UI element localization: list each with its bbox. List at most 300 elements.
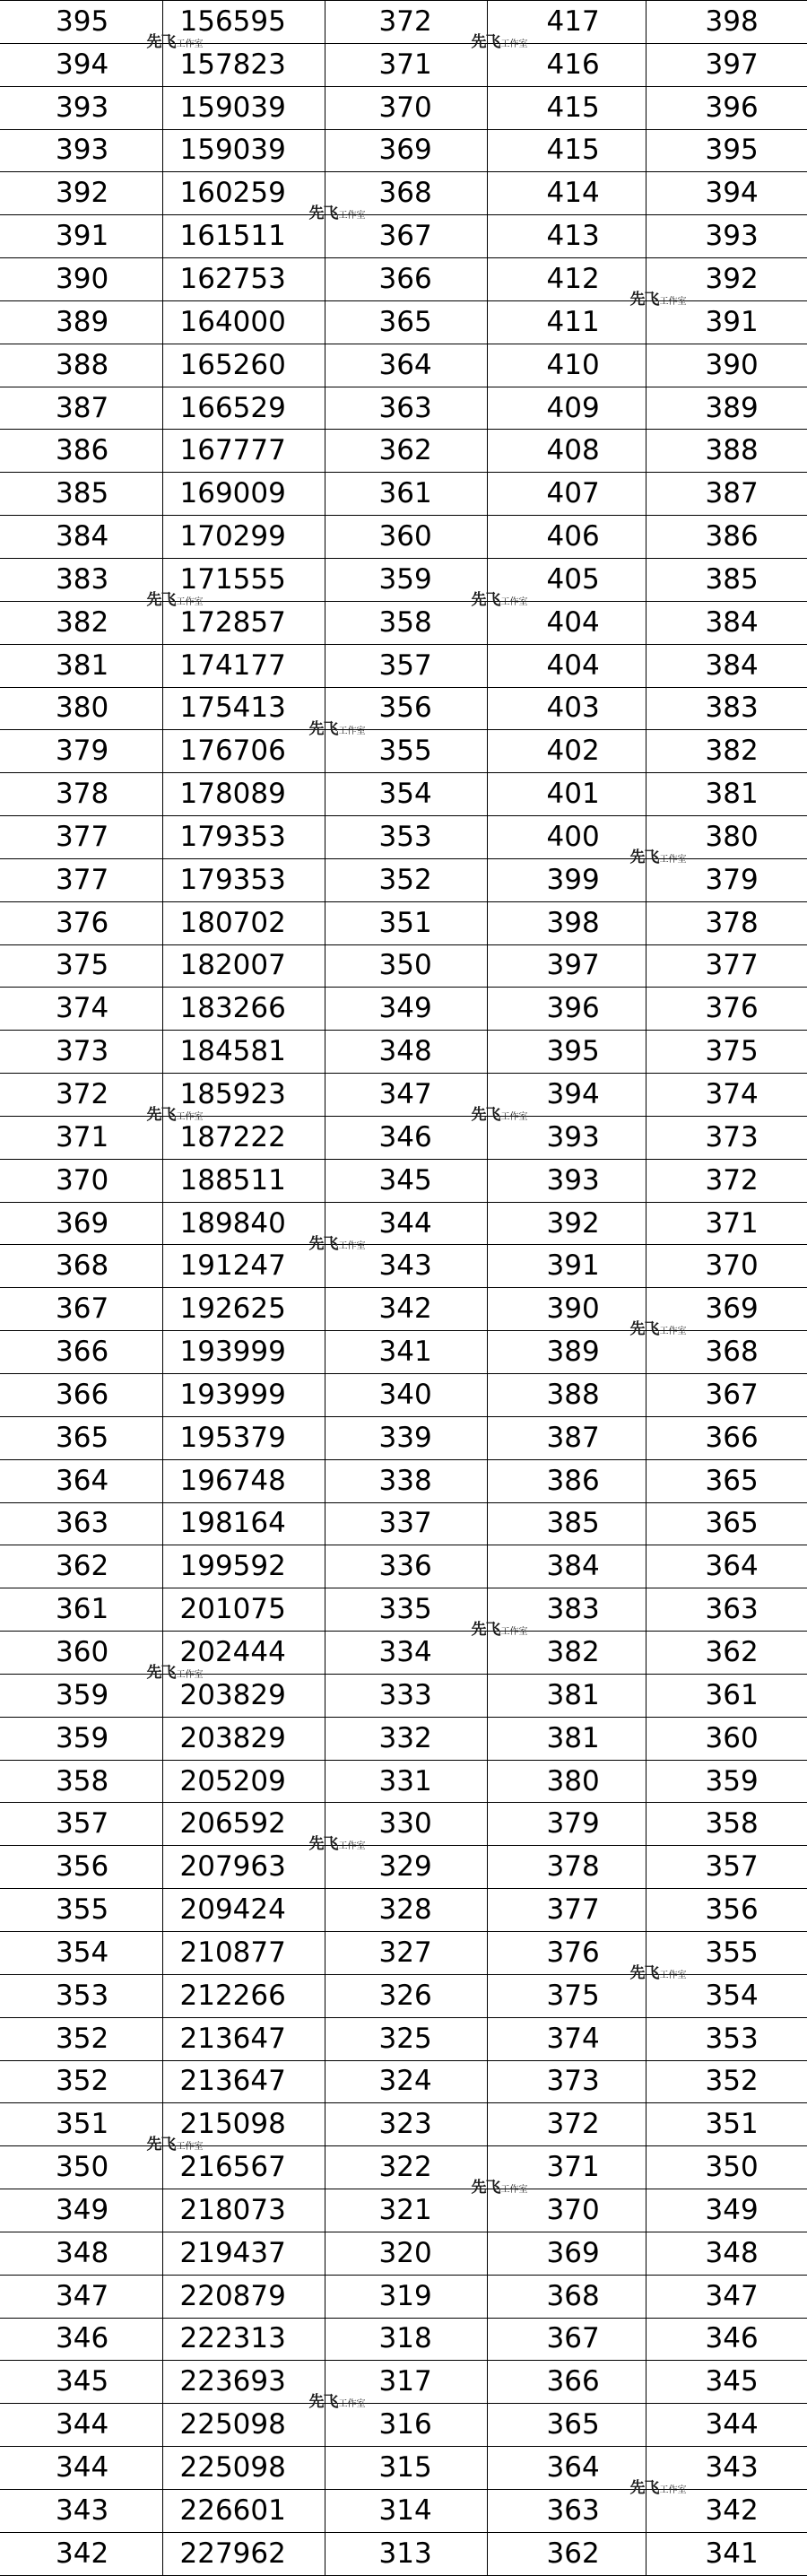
cell-value: 321 (378, 2193, 432, 2226)
cell-value: 213647 (179, 2022, 286, 2055)
cell-value: 341 (705, 2537, 759, 2570)
table-row (0, 1416, 807, 1459)
cell-rank-a (162, 215, 325, 258)
cell-rank-a (162, 2017, 325, 2060)
cell-score-b (325, 944, 487, 988)
cell-value: 390 (56, 262, 109, 295)
cell-score-a (0, 1588, 162, 1632)
cell-value: 185923 (179, 1078, 286, 1111)
cell-value: 374 (56, 992, 109, 1025)
cell-value: 360 (56, 1635, 109, 1668)
cell-value: 383 (546, 1593, 600, 1626)
cell-value: 385 (56, 477, 109, 510)
watermark-small-text: 工作室 (176, 1670, 204, 1681)
cell-value: 404 (546, 648, 600, 682)
cell-value: 159039 (179, 91, 286, 124)
cell-value: 363 (705, 1593, 759, 1626)
cell-score-c (487, 1374, 646, 1417)
cell-score-b (308, 2361, 487, 2412)
cell-value: 349 (378, 992, 432, 1025)
cell-value: 361 (378, 477, 432, 510)
watermark-small-text: 工作室 (338, 2399, 366, 2410)
cell-score-d (646, 2318, 807, 2361)
cell-value: 191247 (179, 1249, 286, 1283)
cell-value: 376 (705, 992, 759, 1025)
cell-value: 315 (378, 2451, 432, 2485)
cell-rank-a (162, 2189, 325, 2232)
cell-value: 222313 (179, 2322, 286, 2355)
cell-rank-a (146, 558, 325, 609)
cell-value: 378 (705, 906, 759, 939)
table-row (0, 1288, 807, 1331)
cell-value: 365 (56, 1421, 109, 1454)
cell-score-b (325, 86, 487, 129)
cell-value: 383 (705, 692, 759, 725)
cell-value: 353 (705, 2022, 759, 2055)
cell-score-a (0, 2447, 162, 2490)
cell-value: 388 (546, 1378, 600, 1411)
cell-value: 226601 (179, 2493, 286, 2527)
table-row (0, 1159, 807, 1202)
cell-score-c (487, 1931, 646, 1974)
cell-value: 202444 (179, 1635, 286, 1668)
watermark-small-text: 工作室 (659, 2485, 687, 2496)
cell-value: 225098 (179, 2408, 286, 2441)
cell-score-c (487, 1116, 646, 1159)
cell-score-b (325, 988, 487, 1031)
cell-value: 335 (378, 1593, 432, 1626)
cell-value: 355 (56, 1893, 109, 1927)
cell-score-c (487, 300, 646, 344)
cell-value: 179353 (179, 863, 286, 896)
cell-score-a (0, 1545, 162, 1588)
cell-score-d (646, 1846, 807, 1889)
cell-value: 368 (56, 1249, 109, 1283)
cell-score-d (629, 816, 807, 867)
cell-value: 399 (546, 863, 600, 896)
cell-score-c (487, 1974, 646, 2017)
table-row (0, 2189, 807, 2232)
cell-score-c (487, 2103, 646, 2146)
cell-value: 395 (56, 4, 109, 38)
cell-score-a (0, 1416, 162, 1459)
cell-score-b (325, 1331, 487, 1374)
cell-score-d (646, 2232, 807, 2275)
cell-value: 201075 (179, 1593, 286, 1626)
cell-score-d (646, 558, 807, 601)
cell-value: 348 (705, 2236, 759, 2269)
cell-value: 327 (378, 1936, 432, 1969)
cell-rank-a (162, 172, 325, 215)
cell-value: 389 (705, 391, 759, 424)
table-row (0, 558, 807, 601)
cell-value: 175413 (179, 692, 286, 725)
cell-rank-a (162, 43, 325, 86)
cell-value: 323 (378, 2108, 432, 2141)
cell-score-a (0, 2232, 162, 2275)
cell-score-a (0, 86, 162, 129)
watermark-big-text: 先飞 (471, 590, 500, 609)
cell-rank-a (162, 1674, 325, 1717)
cell-score-d (646, 2404, 807, 2447)
cell-score-b (325, 2275, 487, 2318)
table-row (0, 430, 807, 473)
cell-value: 172857 (179, 605, 286, 639)
watermark-small-text: 工作室 (338, 1240, 366, 1251)
cell-value: 349 (56, 2193, 109, 2226)
cell-score-b (325, 2189, 487, 2232)
table-row (0, 2103, 807, 2146)
cell-value: 352 (705, 2065, 759, 2098)
cell-score-c (487, 687, 646, 730)
cell-rank-a (162, 1931, 325, 1974)
cell-score-c (487, 1245, 646, 1288)
cell-score-b (325, 2404, 487, 2447)
watermark-small-text: 工作室 (659, 855, 687, 866)
cell-value: 189840 (179, 1206, 286, 1240)
table-row (0, 1632, 807, 1675)
table-row (0, 2447, 807, 2490)
cell-value: 203829 (179, 1678, 286, 1711)
cell-score-b (325, 215, 487, 258)
cell-rank-a (162, 1202, 325, 1245)
cell-value: 344 (378, 1206, 432, 1240)
cell-value: 195379 (179, 1421, 286, 1454)
cell-score-a (0, 2489, 162, 2532)
cell-value: 372 (378, 4, 432, 38)
cell-value: 380 (546, 1764, 600, 1797)
table-row (0, 1459, 807, 1502)
cell-value: 387 (546, 1421, 600, 1454)
cell-score-d (646, 516, 807, 559)
cell-value: 339 (378, 1421, 432, 1454)
cell-value: 161511 (179, 220, 286, 253)
cell-value: 331 (378, 1764, 432, 1797)
cell-score-a (0, 43, 162, 86)
cell-value: 395 (705, 134, 759, 167)
watermark-small-text: 工作室 (500, 1112, 528, 1123)
cell-value: 394 (56, 48, 109, 81)
cell-score-c (487, 644, 646, 687)
cell-value: 367 (378, 220, 432, 253)
cell-value: 372 (705, 1163, 759, 1197)
cell-value: 219437 (179, 2236, 286, 2269)
cell-value: 193999 (179, 1378, 286, 1411)
cell-rank-a (162, 1159, 325, 1202)
cell-score-b (325, 1846, 487, 1889)
cell-score-d (646, 215, 807, 258)
cell-score-b (325, 2103, 487, 2146)
watermark-big-text: 先飞 (308, 2393, 338, 2412)
cell-score-b (325, 2017, 487, 2060)
cell-score-a (0, 858, 162, 901)
cell-score-d (646, 2489, 807, 2532)
cell-value: 394 (546, 1078, 600, 1111)
cell-value: 376 (56, 906, 109, 939)
cell-value: 402 (546, 735, 600, 768)
cell-value: 212266 (179, 1979, 286, 2012)
cell-value: 164000 (179, 305, 286, 338)
table-row (0, 1931, 807, 1974)
table-row (0, 2489, 807, 2532)
cell-value: 360 (378, 520, 432, 553)
cell-value: 330 (378, 1807, 432, 1841)
cell-rank-a (162, 1502, 325, 1545)
cell-score-d (646, 2060, 807, 2103)
cell-score-c (487, 2532, 646, 2575)
table-row (0, 816, 807, 859)
cell-score-b (325, 1717, 487, 1760)
cell-score-b (325, 516, 487, 559)
cell-value: 390 (705, 348, 759, 381)
cell-score-c (487, 2404, 646, 2447)
cell-score-c (487, 1202, 646, 1245)
cell-value: 357 (705, 1850, 759, 1884)
cell-value: 385 (546, 1507, 600, 1540)
cell-score-b (325, 2146, 487, 2189)
watermark-small-text: 工作室 (500, 1627, 528, 1638)
cell-value: 368 (705, 1336, 759, 1369)
cell-score-a (0, 1031, 162, 1074)
cell-value: 390 (546, 1292, 600, 1326)
cell-value: 398 (705, 4, 759, 38)
cell-score-b (325, 1074, 487, 1117)
cell-value: 314 (378, 2493, 432, 2527)
cell-score-b (325, 1931, 487, 1974)
cell-value: 384 (56, 520, 109, 553)
cell-rank-a (162, 687, 325, 730)
cell-value: 392 (546, 1206, 600, 1240)
cell-value: 345 (378, 1163, 432, 1197)
cell-score-c (487, 43, 646, 86)
cell-value: 406 (546, 520, 600, 553)
cell-rank-a (162, 988, 325, 1031)
cell-score-c (487, 344, 646, 387)
cell-value: 370 (546, 2193, 600, 2226)
cell-value: 405 (546, 562, 600, 596)
cell-value: 394 (705, 177, 759, 210)
cell-rank-a (162, 1288, 325, 1331)
cell-value: 356 (378, 692, 432, 725)
cell-score-b (325, 1674, 487, 1717)
cell-value: 384 (705, 605, 759, 639)
table-row (0, 2318, 807, 2361)
cell-value: 324 (378, 2065, 432, 2098)
cell-score-a (0, 2404, 162, 2447)
cell-score-c (487, 816, 646, 859)
cell-score-d (646, 1245, 807, 1288)
cell-score-a (0, 2017, 162, 2060)
cell-value: 366 (378, 262, 432, 295)
cell-rank-a (162, 644, 325, 687)
cell-score-c (487, 86, 646, 129)
cell-value: 187222 (179, 1120, 286, 1153)
cell-value: 380 (705, 820, 759, 853)
cell-value: 386 (56, 434, 109, 467)
watermark-big-text: 先飞 (146, 590, 176, 609)
cell-value: 178089 (179, 778, 286, 811)
cell-value: 354 (705, 1979, 759, 2012)
cell-score-d (629, 1288, 807, 1339)
cell-value: 345 (705, 2365, 759, 2398)
cell-value: 367 (546, 2322, 600, 2355)
cell-rank-a (162, 1588, 325, 1632)
cell-score-a (0, 1760, 162, 1803)
cell-score-a (0, 1116, 162, 1159)
cell-score-c (487, 1459, 646, 1502)
cell-score-c (487, 1545, 646, 1588)
cell-score-d (646, 129, 807, 172)
watermark-small-text: 工作室 (176, 2142, 204, 2153)
cell-score-a (0, 1632, 162, 1675)
cell-value: 364 (705, 1550, 759, 1583)
cell-value: 343 (56, 2493, 109, 2527)
cell-score-c (487, 1760, 646, 1803)
cell-score-a (0, 2189, 162, 2232)
cell-rank-a (162, 773, 325, 816)
cell-value: 348 (56, 2236, 109, 2269)
cell-value: 392 (56, 177, 109, 210)
cell-score-d (646, 2017, 807, 2060)
cell-value: 375 (546, 1979, 600, 2012)
cell-value: 370 (378, 91, 432, 124)
cell-rank-a (162, 1760, 325, 1803)
cell-value: 381 (705, 778, 759, 811)
cell-score-a (0, 1374, 162, 1417)
cell-value: 199592 (179, 1550, 286, 1583)
cell-value: 362 (546, 2537, 600, 2570)
cell-score-a (0, 2060, 162, 2103)
cell-value: 352 (378, 863, 432, 896)
cell-value: 374 (546, 2022, 600, 2055)
cell-score-b (325, 2318, 487, 2361)
cell-value: 325 (378, 2022, 432, 2055)
cell-value: 412 (546, 262, 600, 295)
cell-score-a (0, 215, 162, 258)
cell-score-c (487, 1331, 646, 1374)
table-row (0, 2146, 807, 2189)
cell-score-b (325, 387, 487, 430)
cell-value: 372 (56, 1078, 109, 1111)
cell-score-b (325, 344, 487, 387)
cell-value: 377 (705, 949, 759, 982)
cell-score-d (646, 1374, 807, 1417)
table-row (0, 1974, 807, 2017)
cell-value: 417 (546, 4, 600, 38)
cell-score-a (0, 387, 162, 430)
cell-score-d (646, 944, 807, 988)
cell-score-a (0, 258, 162, 301)
cell-score-a (0, 944, 162, 988)
cell-score-d (646, 2361, 807, 2404)
cell-value: 370 (705, 1249, 759, 1283)
cell-rank-a (162, 1889, 325, 1932)
table-row (0, 215, 807, 258)
cell-score-a (0, 2532, 162, 2575)
watermark-small-text: 工作室 (338, 211, 366, 222)
cell-score-a (0, 1931, 162, 1974)
cell-score-c (487, 2232, 646, 2275)
watermark-small-text: 工作室 (176, 1112, 204, 1123)
cell-score-d (629, 1931, 807, 1982)
cell-value: 400 (546, 820, 600, 853)
cell-value: 317 (378, 2365, 432, 2398)
cell-value: 387 (56, 391, 109, 424)
cell-rank-a (146, 1, 325, 51)
cell-value: 377 (56, 863, 109, 896)
cell-value: 371 (705, 1206, 759, 1240)
cell-value: 410 (546, 348, 600, 381)
watermark-big-text: 先飞 (629, 291, 659, 309)
cell-score-c (487, 2489, 646, 2532)
table-row (0, 1031, 807, 1074)
cell-score-a (0, 300, 162, 344)
cell-score-b (325, 1588, 487, 1632)
watermark-big-text: 先飞 (471, 2179, 500, 2197)
table-row (0, 601, 807, 644)
cell-value: 365 (705, 1507, 759, 1540)
cell-value: 404 (546, 605, 600, 639)
cell-value: 388 (56, 348, 109, 381)
cell-value: 182007 (179, 949, 286, 982)
cell-score-a (0, 1502, 162, 1545)
cell-value: 396 (705, 91, 759, 124)
table-row (0, 2404, 807, 2447)
cell-value: 371 (378, 48, 432, 81)
cell-value: 382 (546, 1635, 600, 1668)
cell-value: 372 (546, 2108, 600, 2141)
cell-score-a (0, 1674, 162, 1717)
cell-value: 362 (705, 1635, 759, 1668)
cell-value: 328 (378, 1893, 432, 1927)
cell-value: 365 (378, 305, 432, 338)
cell-value: 227962 (179, 2537, 286, 2570)
table-row (0, 172, 807, 215)
cell-value: 393 (546, 1163, 600, 1197)
watermark-big-text: 先飞 (471, 1106, 500, 1125)
cell-value: 356 (56, 1850, 109, 1884)
table-row (0, 1, 807, 44)
cell-value: 358 (56, 1764, 109, 1797)
cell-score-b (325, 601, 487, 644)
cell-score-c (487, 1502, 646, 1545)
cell-value: 203829 (179, 1721, 286, 1754)
cell-score-d (646, 1974, 807, 2017)
cell-score-d (646, 1031, 807, 1074)
cell-score-c (487, 773, 646, 816)
cell-score-c (471, 2146, 646, 2197)
cell-score-b (325, 1374, 487, 1417)
cell-value: 362 (56, 1550, 109, 1583)
cell-value: 360 (705, 1721, 759, 1754)
cell-score-a (0, 1202, 162, 1245)
table-row (0, 43, 807, 86)
cell-score-a (0, 988, 162, 1031)
cell-score-a (0, 601, 162, 644)
cell-value: 363 (378, 391, 432, 424)
cell-score-c (487, 858, 646, 901)
cell-value: 341 (378, 1336, 432, 1369)
cell-score-a (0, 1331, 162, 1374)
cell-value: 220879 (179, 2279, 286, 2312)
cell-score-b (325, 1288, 487, 1331)
cell-value: 391 (56, 220, 109, 253)
cell-score-d (646, 387, 807, 430)
table-row (0, 2017, 807, 2060)
cell-score-c (487, 2060, 646, 2103)
table-row (0, 2060, 807, 2103)
cell-rank-a (162, 129, 325, 172)
